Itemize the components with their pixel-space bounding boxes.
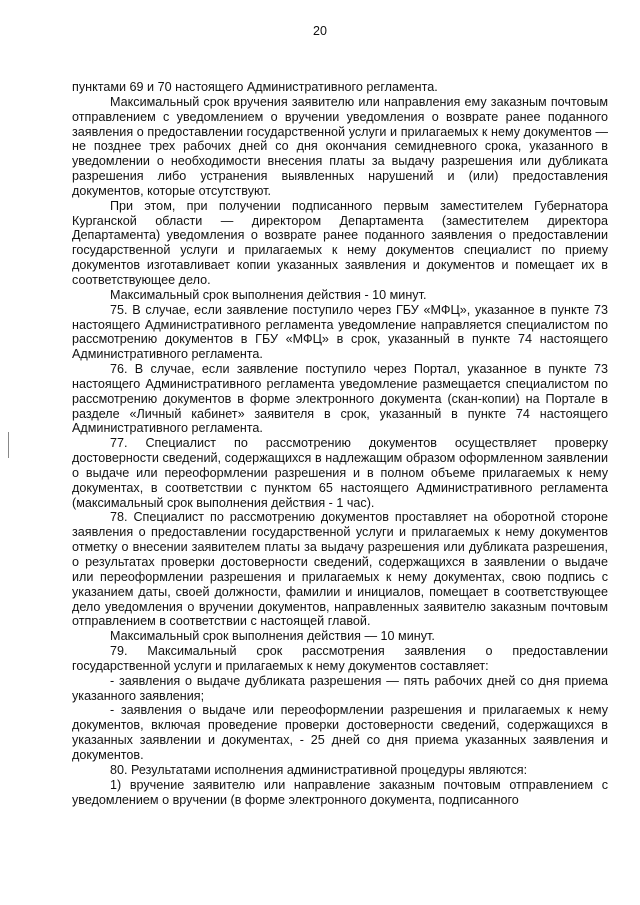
paragraph: Максимальный срок выполнения действия - 10 минут.: [110, 287, 427, 302]
margin-mark: [8, 432, 9, 458]
page-number: 20: [313, 24, 327, 38]
paragraph: 75. В случае, если заявление поступило через ГБУ «МФЦ», указанное в пункте 73 настоящего Административного регламента уведомление направляется специалистом по рассмотрению документов в ГБУ «МФЦ» в срок, указанный в пункте 74 настоящего Административного регламента.: [72, 302, 608, 362]
paragraph: Максимальный срок выполнения действия — 10 минут.: [110, 629, 435, 644]
list-item: - заявления о выдаче дубликата разрешения — пять рабочих дней со дня приема указанного заявления;: [72, 673, 608, 703]
paragraph: Максимальный срок вручения заявителю или направления ему заказным почтовым отправлением с уведомлением о вручении уведомления о возврате ранее поданного заявления о предоставлении государственной услуги и прилагаемых к нему документов — не позднее трех рабочих дней со дня окончания семидневного срока, указанного в уведомлении о необходимости внесения платы за выдачу разрешения или дубликата разрешения либо устранения выявленных нарушений и (или) предоставления документов, которые отсутствуют.: [72, 94, 608, 198]
paragraph: пунктами 69 и 70 настоящего Административного регламента.: [72, 80, 438, 94]
list-item: - заявления о выдаче или переоформлении разрешения и прилагаемых к нему документов, включая проведение проверки достоверности сведений, содержащихся в указанных заявлении и документах, - 25 дней со дня приема указанных заявления и документов.: [72, 703, 608, 762]
paragraph: 79. Максимальный срок рассмотрения заявления о предоставлении государственной услуги и прилагаемых к нему документов составляет:: [72, 644, 608, 673]
paragraph: 77. Специалист по рассмотрению документов осуществляет проверку достоверности сведений, содержащихся в надлежащим образом оформленном заявлении о выдаче или переоформлении разрешения и в полном объеме прилагаемых к нему документах, в соответствии с пунктом 65 настоящего Административного регламента (максимальный срок выполнения действия - 1 час).: [72, 436, 608, 510]
paragraph: При этом, при получении подписанного первым заместителем Губернатора Курганской области — директором Департамента (заместителем директора Департамента) уведомления о возврате ранее поданного заявления о предоставлении государственной услуги и прилагаемых к нему документов специалист по приему документов изготавливает копии указанных заявления и документов и помещает их в соответствующее дело.: [72, 198, 608, 287]
document-body: [72, 80, 608, 807]
list-item: 1) вручение заявителю или направление заказным почтовым отправлением с уведомлением о вручении (в форме электронного документа, подписанного: [72, 777, 608, 807]
paragraph: 76. В случае, если заявление поступило через Портал, указанное в пункте 73 настоящего Административного регламента уведомление размещается специалистом по рассмотрению документов в форме электронного документа (скан-копии) на Портале в разделе «Личный кабинет» заявителя в срок, указанный в пункте 74 настоящего Административного регламента.: [72, 362, 608, 436]
paragraph: 80. Результатами исполнения административной процедуры являются:: [110, 762, 528, 777]
paragraph: 78. Специалист по рассмотрению документов проставляет на оборотной стороне заявления о предоставлении государственной услуги и прилагаемых к нему документов отметку о внесении заявителем платы за выдачу разрешения или дубликата разрешения, о результатах проверки достоверности сведений, содержащихся в заявлении о выдаче или переоформлении разрешения и прилагаемых к нему документах, свою подпись с указанием даты, своей должности, фамилии и инициалов, помещает в соответствующее дело уведомления о вручении документов, направленных заявителю заказным почтовым отправлением в соответствии с настоящей главой.: [72, 510, 608, 629]
